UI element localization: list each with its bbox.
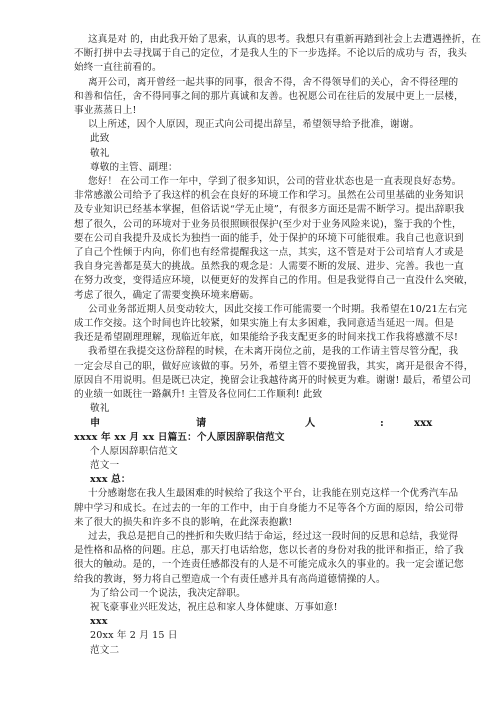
text-line: 敬礼 [90, 403, 110, 415]
text-line: 是性格和品格的问题。庄总，那天打电话给您，您以长者的身份对我的批评和指正，给了我 [74, 545, 464, 557]
text-line: 20xx 年 2 月 15 日 [90, 630, 178, 642]
text-line: 想了很久，公司的环境对于业务员很照顾很保护(至少对于业务风险来说)，鉴于我的个性， [74, 218, 462, 230]
text-line: 我自身完善都是莫大的挑战。虽然我的观念是：人需要不断的发展、进步、完善。我也一直 [74, 261, 464, 273]
text-line: 个人原因辞职信范文 [90, 445, 178, 457]
text-line: 给我的教诲，努力将自己塑造成一个有责任感并具有高尚道德情操的人。 [74, 573, 386, 585]
text-line: 为了给公司一个说法，我决定辞职。 [90, 587, 246, 599]
text-line: 范文二 [90, 644, 120, 656]
text-line: 尊敬的主管、副理： [90, 161, 178, 173]
text-line: xxxx 年 xx 月 xx 日篇五：个人原因辞职信范文 [74, 431, 285, 443]
text-line: 我还是希望剧理理解，现临近年底，如果能给予我支配更多的时间来找工作我将感激不尽! [74, 332, 459, 344]
text-line: 以上所述，因个人原因，现正式向公司提出辞呈，希望领导给予批准，谢谢。 [88, 119, 420, 131]
text-line: 过去，我总是把自己的挫折和失败归结于命运，经过这一段时间的反思和总结，我觉得 [88, 531, 459, 542]
text-line: 事业蒸蒸日上! [74, 105, 137, 116]
text-line: 牌中学习和成长。在过去的一年的工作中，由于自身能力不足等各个方面的原因，给公司带 [74, 502, 464, 514]
text-line: 考虑了很久，确定了需要变换环境来磨砺。 [74, 289, 260, 301]
text-line: 一定会尽自己的职，做好应该做的事。另外，希望主管不要挽留我，其实，离开是很舍不得， [74, 360, 474, 372]
text-line: 祝飞豪事业兴旺发达，祝庄总和家人身体健康、万事如意! [90, 602, 338, 613]
text-line: 的业绩一如既往一路飙升! 主管及各位同仁工作顺利! 此致 [74, 389, 323, 400]
text-line: 我希望在我提交这份辞程的时候，在未离开岗位之前，是我的工作请主管尽管分配，我 [88, 346, 459, 358]
applicant-char: 申 [90, 417, 101, 430]
text-line: 十分感谢您在我人生最困难的时候给了我这个平台，让我能在别克这样一个优秀汽车品 [88, 488, 459, 500]
text-line: 了自己个性倾于内向，你们也有经常提醒我这一点，其实，这不管是对于公司培育人才或是 [74, 247, 464, 258]
text-line: 敬礼 [90, 147, 110, 159]
text-line: xxx 总： [90, 474, 131, 486]
text-line: 此致 [90, 133, 110, 145]
applicant-char: 人 [305, 417, 316, 430]
applicant-colon: : [380, 417, 384, 430]
text-line: 范文一 [90, 460, 120, 471]
text-line: 及专业知识已经基本掌握，但俗话说“学无止境”，有很多方面还是需不断学习。提出辞职我 [74, 204, 465, 216]
text-line: 来了很大的损失和许多不良的影响，在此深表抱歉! [74, 516, 293, 528]
text-line: 离开公司，离开曾经一起共事的同事，很舍不得，舍不得领导们的关心，舍不得径理的 [88, 76, 459, 88]
text-line: 在努力改变，变得适应环境，以便更好的发挥自己的作用。但是我觉得自己一直没什么突破， [74, 275, 474, 287]
applicant-char: 请 [196, 417, 207, 430]
text-line: 公司业务部近期人员变动较大，因此交接工作可能需要一个时期。我希望在10/21左右完 [88, 303, 468, 315]
text-line: 这真是对 的，由此我开始了思索，认真的思考。我想只有重新再踏到社会上去遭遇挫折，在 [88, 34, 481, 45]
text-line: 和善和信任，舍不得同事之间的那片真诚和友善。也祝愿公司在往后的发展中更上一层楼， [74, 90, 464, 102]
applicant-name: xxx [414, 417, 433, 430]
text-line: xxx [90, 616, 108, 628]
text-line: 不断打拼中去寻找属于自己的定位，才是我人生的下一步选择。不论以后的成功与 否，我头 [74, 48, 467, 60]
text-line: 成工作交接。这个时间也许比较紧，如果实施上有太多困难，我同意适当延迟一周。但是 [74, 318, 455, 329]
text-line: 要在公司自我提升及成长为独挡一面的能手，处于保护的环境下可能很难。我自己也意识到 [74, 232, 464, 244]
text-line: 很大的触动。是的，一个连责任感都没有的人是不可能完成永久的事业的。我一定会谨记您 [74, 559, 464, 571]
text-line: 非常感激公司给予了我这样的机会在良好的环境工作和学习。虽然在公司里基础的业务知识 [74, 190, 464, 202]
text-line: 始终一直往前看的。 [74, 62, 162, 74]
text-line: 原因自不用说明。但是既已决定，挽留会让我越待离开的时候更为难。谢谢! 最后，希望公司 [74, 374, 471, 386]
text-line: 您好！ 在公司工作一年中，学到了很多知识，公司的营业状态也是一直表现良好态势。 [88, 176, 462, 187]
